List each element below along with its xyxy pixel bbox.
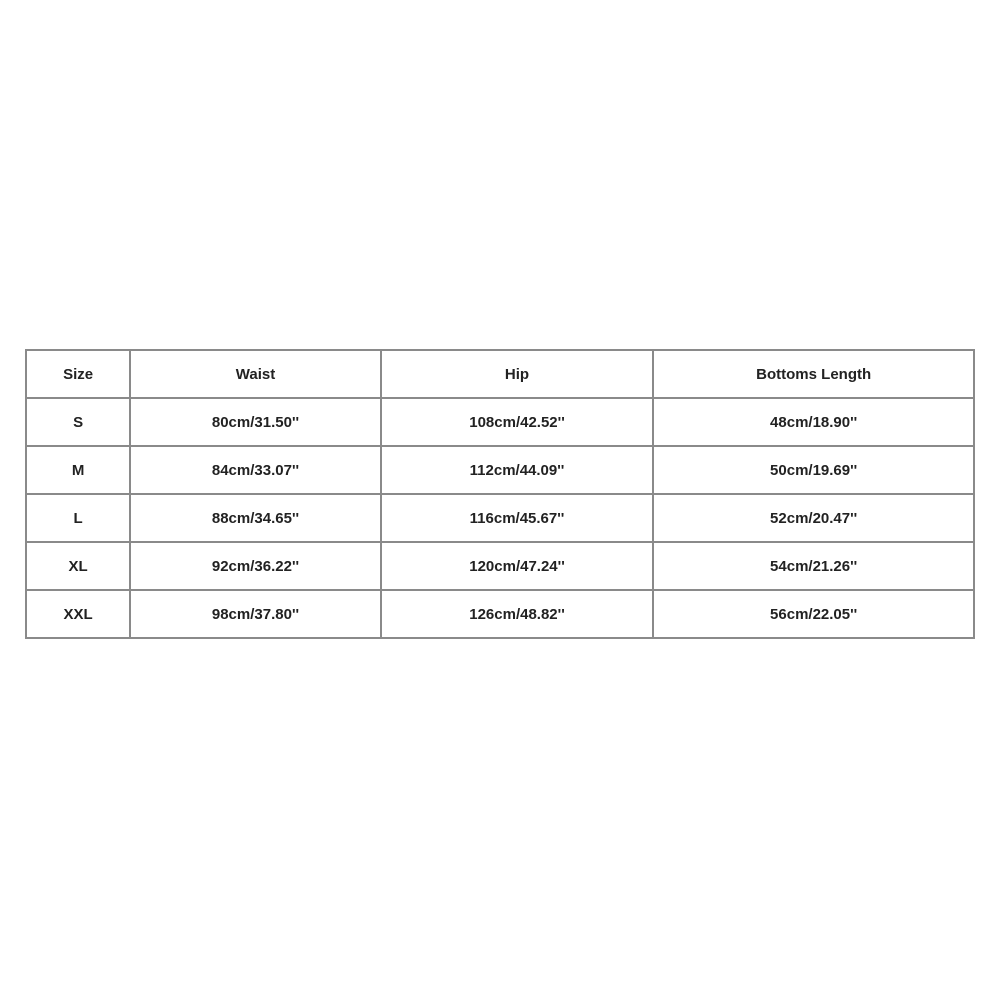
cell-waist: 92cm/36.22'' bbox=[130, 542, 381, 590]
cell-hip: 116cm/45.67'' bbox=[381, 494, 654, 542]
header-bottoms-length: Bottoms Length bbox=[653, 350, 974, 398]
cell-waist: 98cm/37.80'' bbox=[130, 590, 381, 638]
header-size: Size bbox=[26, 350, 130, 398]
cell-waist: 88cm/34.65'' bbox=[130, 494, 381, 542]
size-chart-table bbox=[25, 349, 975, 639]
header-hip: Hip bbox=[381, 350, 654, 398]
table-row bbox=[26, 398, 974, 446]
cell-hip: 108cm/42.52'' bbox=[381, 398, 654, 446]
cell-waist: 84cm/33.07'' bbox=[130, 446, 381, 494]
cell-bottoms-length: 48cm/18.90'' bbox=[653, 398, 974, 446]
cell-bottoms-length: 52cm/20.47'' bbox=[653, 494, 974, 542]
cell-size: XXL bbox=[26, 590, 130, 638]
cell-size: L bbox=[26, 494, 130, 542]
cell-bottoms-length: 50cm/19.69'' bbox=[653, 446, 974, 494]
cell-bottoms-length: 54cm/21.26'' bbox=[653, 542, 974, 590]
table-header-row bbox=[26, 350, 974, 398]
cell-hip: 112cm/44.09'' bbox=[381, 446, 654, 494]
cell-hip: 120cm/47.24'' bbox=[381, 542, 654, 590]
cell-bottoms-length: 56cm/22.05'' bbox=[653, 590, 974, 638]
cell-size: S bbox=[26, 398, 130, 446]
cell-size: XL bbox=[26, 542, 130, 590]
header-waist: Waist bbox=[130, 350, 381, 398]
cell-size: M bbox=[26, 446, 130, 494]
table-row bbox=[26, 494, 974, 542]
table-row bbox=[26, 590, 974, 638]
cell-waist: 80cm/31.50'' bbox=[130, 398, 381, 446]
cell-hip: 126cm/48.82'' bbox=[381, 590, 654, 638]
table-row bbox=[26, 542, 974, 590]
table-row bbox=[26, 446, 974, 494]
